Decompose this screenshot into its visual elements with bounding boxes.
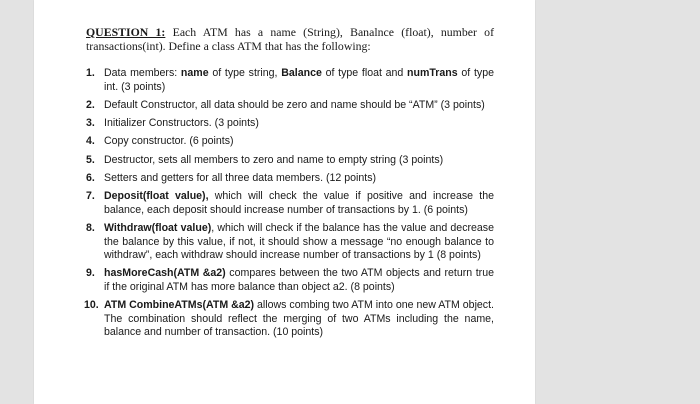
list-item-number: 4. bbox=[86, 135, 95, 148]
list-item-text: , which will check if the balance has the value and decrease the balance by this value, if not, it should show a message “no enough balance to withdraw”, each withdraw should increase number of transactions by 1 (8 points) bbox=[104, 222, 494, 262]
list-item bbox=[86, 222, 494, 263]
list-item-text: of type float and bbox=[321, 67, 408, 79]
list-item-keyword: hasMoreCash(ATM &a2) bbox=[104, 267, 226, 280]
list-item-keyword: numTrans bbox=[407, 67, 458, 79]
list-item-text: Setters and getters for all three data members. (12 points) bbox=[104, 171, 377, 184]
list-item-text: Copy constructor. (6 points) bbox=[104, 135, 234, 148]
list-item-keyword: Deposit(float value), bbox=[104, 190, 209, 203]
list-item-keyword: Withdraw(float value) bbox=[104, 222, 212, 235]
list-item bbox=[86, 99, 494, 113]
list-item-number: 5. bbox=[86, 153, 95, 166]
list-item bbox=[86, 267, 494, 294]
question-intro bbox=[86, 25, 494, 53]
list-item-text: Initializer Constructors. (3 points) bbox=[104, 117, 259, 130]
list-item-text: which will check the value if positive and increase the balance, each deposit should increase number of transactions by 1. (6 points) bbox=[104, 190, 494, 216]
list-item-number: 3. bbox=[86, 117, 95, 130]
requirements-list bbox=[86, 67, 494, 344]
list-item-number: 10. bbox=[84, 299, 99, 312]
list-item-keyword: Balance bbox=[281, 67, 322, 79]
list-item-number: 9. bbox=[86, 267, 95, 280]
question-text: Each ATM has a name (String), Banalnce (float), number of transactions(int). Define a class ATM that has the following: bbox=[86, 25, 494, 53]
list-item-number: 7. bbox=[86, 190, 95, 203]
question-label: QUESTION 1: bbox=[86, 25, 166, 39]
list-item-keyword: ATM CombineATMs(ATM &a2) bbox=[104, 299, 255, 312]
list-item bbox=[86, 67, 494, 94]
list-item-text: Default Constructor, all data should be zero and name should be “ATM” (3 points) bbox=[104, 98, 485, 111]
list-item-text: of type string, bbox=[208, 67, 282, 79]
list-item bbox=[86, 154, 494, 168]
list-item-number: 1. bbox=[86, 67, 95, 79]
list-item-keyword: name bbox=[180, 67, 209, 79]
document-page bbox=[34, 0, 535, 404]
list-item-text: Data members: bbox=[104, 67, 181, 79]
list-item-text: of type int. (3 points) bbox=[104, 67, 494, 93]
list-item bbox=[86, 190, 494, 217]
list-item bbox=[86, 299, 494, 340]
list-item-text: compares between the two ATM objects and return true if the original ATM has more balance than object a2. (8 points) bbox=[104, 267, 494, 293]
list-item-number: 6. bbox=[86, 171, 95, 184]
list-item bbox=[86, 135, 494, 149]
list-item bbox=[86, 117, 494, 131]
list-item-text: Destructor, sets all members to zero and name to empty string (3 points) bbox=[104, 153, 444, 166]
list-item bbox=[86, 172, 494, 186]
list-item-text: allows combing two ATM into one new ATM object. The combination should reflect the merging of two ATMs including the name, balance and number of transaction. (10 points) bbox=[104, 299, 494, 339]
list-item-number: 2. bbox=[86, 98, 95, 111]
list-item-number: 8. bbox=[86, 222, 95, 235]
